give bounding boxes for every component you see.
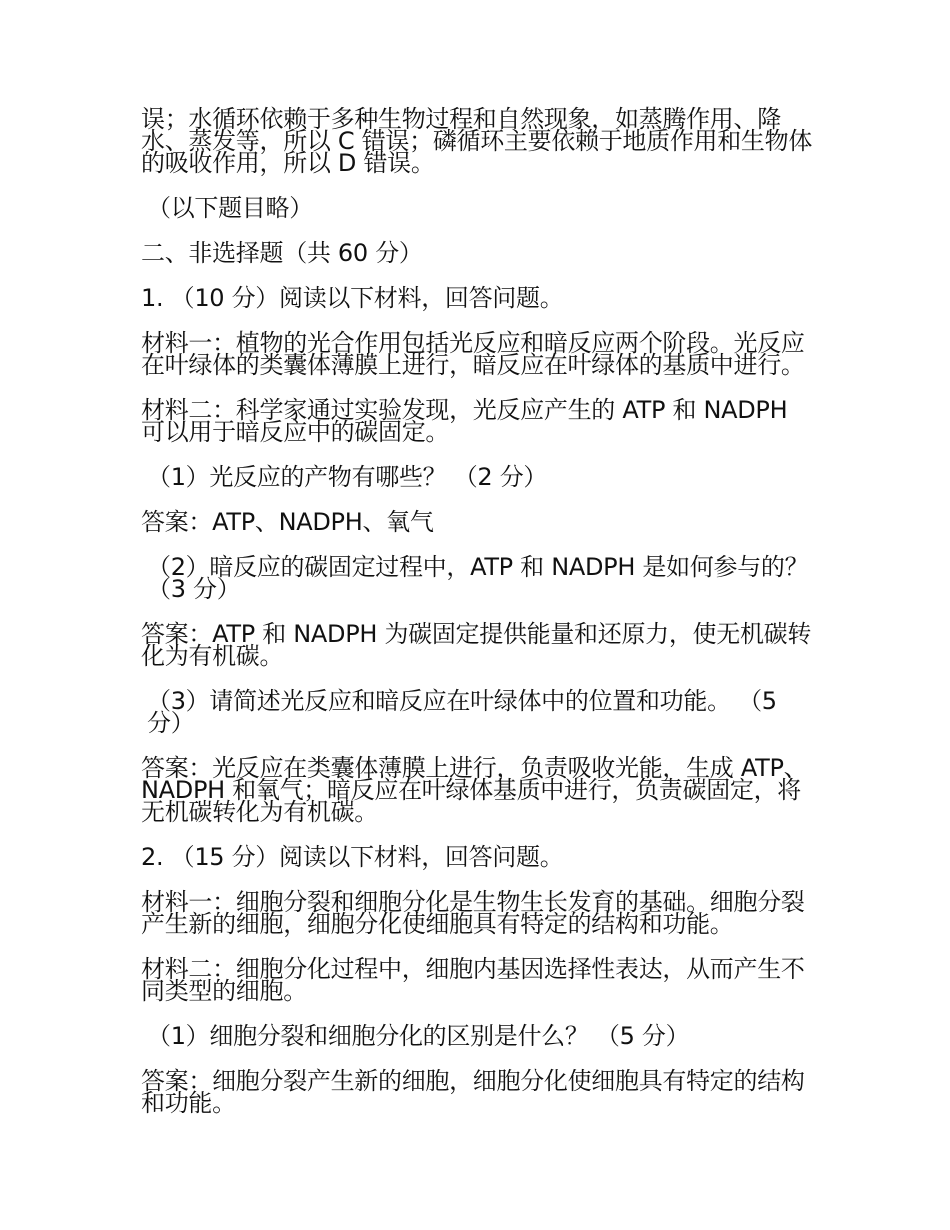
question-1-part-2: （2）暗反应的碳固定过程中，ATP 和 NADPH 是如何参与的？ （3 分） (147, 553, 809, 603)
question-1-answer-1: 答案：ATP、NADPH、氧气 (141, 508, 434, 536)
section-heading: 二、非选择题（共 60 分） (141, 239, 423, 267)
paragraph-cycle-explanation: 误；水循环依赖于多种生物过程和自然现象，如蒸腾作用、降水、蒸发等，所以 C 错误；磷循环主要依赖于地质作用和生物体的吸收作用，所以 D 错误。 (141, 105, 813, 177)
question-2-title: 2. （15 分）阅读以下材料，回答问题。 (141, 843, 564, 871)
question-1-material-2: 材料二：科学家通过实验发现，光反应产生的 ATP 和 NADPH 可以用于暗反应中的碳固定。 (141, 396, 788, 446)
question-1-answer-2: 答案：ATP 和 NADPH 为碳固定提供能量和还原力，使无机碳转化为有机碳。 (141, 620, 812, 670)
question-1-answer-3: 答案：光反应在类囊体薄膜上进行，负责吸收光能，生成 ATP、NADPH 和氧气；暗反应在叶绿体基质中进行，负责碳固定，将无机碳转化为有机碳。 (141, 754, 808, 826)
document-body (141, 105, 813, 1117)
question-1-material-1: 材料一：植物的光合作用包括光反应和暗反应两个阶段。光反应在叶绿体的类囊体薄膜上进行，暗反应在叶绿体的基质中进行。 (141, 329, 805, 379)
question-2-part-1: （1）细胞分裂和细胞分化的区别是什么？ （5 分） (147, 1022, 690, 1050)
question-2-material-1: 材料一：细胞分裂和细胞分化是生物生长发育的基础。细胞分裂产生新的细胞，细胞分化使细胞具有特定的结构和功能。 (141, 888, 805, 938)
question-2-material-2: 材料二：细胞分化过程中，细胞内基因选择性表达，从而产生不同类型的细胞。 (141, 955, 805, 1005)
question-1-title: 1. （10 分）阅读以下材料，回答问题。 (141, 284, 564, 312)
question-1-part-1: （1）光反应的产物有哪些？ （2 分） (147, 463, 548, 491)
question-2-answer-1: 答案：细胞分裂产生新的细胞，细胞分化使细胞具有特定的结构和功能。 (141, 1067, 805, 1117)
question-1-part-3: （3）请简述光反应和暗反应在叶绿体中的位置和功能。 （5 分） (147, 687, 777, 737)
paragraph-omitted-note: （以下题目略） (147, 194, 313, 222)
